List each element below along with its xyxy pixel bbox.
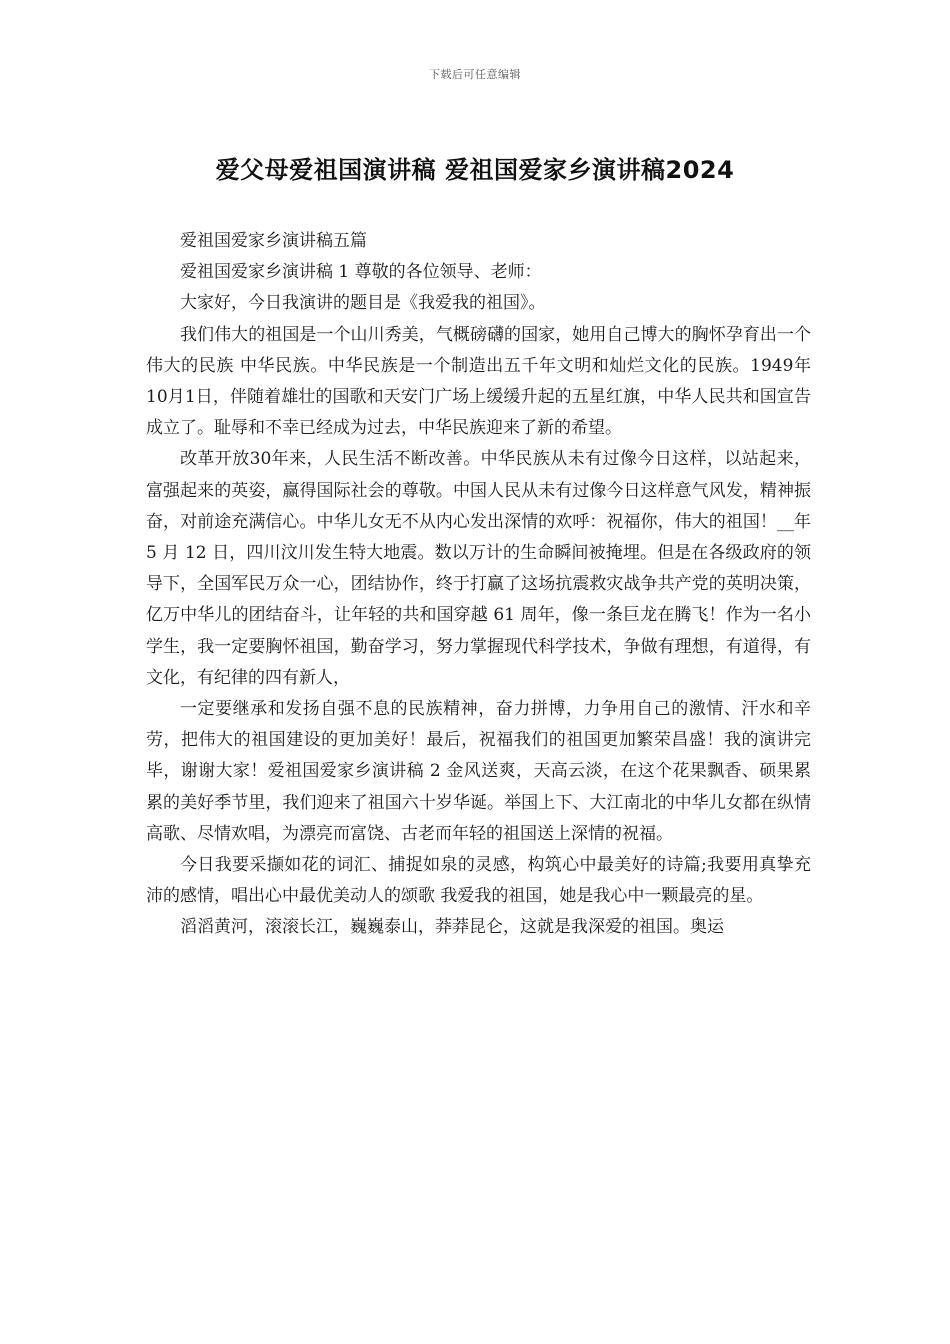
- header-note: 下载后可任意编辑: [429, 68, 521, 81]
- paragraph: 爱祖国爱家乡演讲稿 1 尊敬的各位领导、老师：: [180, 262, 542, 283]
- paragraph: 一定要继承和发扬自强不息的民族精神，奋力拼博，力争用自己的激情、汗水和辛劳，把伟大的祖国建设的更加美好！最后，祝福我们的祖国更加繁荣昌盛！我的演讲完毕，谢谢大家！爱祖国爱家乡演讲稿 2 金风送爽，天高云淡，在这个花果飘香、硕果累累的美好季节里，我们迎来了祖国六十岁华诞。举国上下、大江南北的中华儿女都在纵情高歌、尽情欢唱，为漂亮而富饶、古老而年轻的祖国送上深情的祝福。: [146, 699, 811, 844]
- paragraph: 改革开放30年来，人民生活不断改善。中华民族从未有过像今日这样，以站起来，富强起来的英姿，赢得国际社会的尊敬。中国人民从未有过像今日这样意气风发，精神振奋，对前途充满信心。中华儿女无不从内心发出深情的欢呼：祝福你，伟大的祖国！__年 5 月 12 日，四川汶川发生特大地震。数以万计的生命瞬间被掩埋。但是在各级政府的领导下，全国军民万众一心，团结协作，终于打赢了这场抗震救灾战争共产党的英明决策，亿万中华儿的团结奋斗，让年轻的共和国穿越 61 周年，像一条巨龙在腾飞！作为一名小学生，我一定要胸怀祖国，勤奋学习，努力掌握现代科学技术，争做有理想，有道得，有文化，有纪律的四有新人，: [146, 449, 811, 688]
- paragraph: 爱祖国爱家乡演讲稿五篇: [180, 231, 367, 251]
- document-title: 爱父母爱祖国演讲稿 爱祖国爱家乡演讲稿2024: [215, 156, 735, 184]
- paragraph: 大家好，今日我演讲的题目是《我爱我的祖国》。: [180, 293, 546, 314]
- paragraph: 我们伟大的祖国是一个山川秀美，气概磅礴的国家，她用自己博大的胸怀孕育出一个伟大的民族 中华民族。中华民族是一个制造出五千年文明和灿烂文化的民族。1949年10月1日，伴随着雄壮的国歌和天安门广场上缓缓升起的五星红旗，中华人民共和国宣告成立了。耻辱和不幸已经成为过去，中华民族迎来了新的希望。: [146, 324, 811, 439]
- paragraph: 滔滔黄河，滚滚长江，巍巍泰山，莽莽昆仑，这就是我深爱的祖国。奥运: [180, 917, 724, 938]
- paragraph: 今日我要采撷如花的词汇、捕捉如泉的灵感，构筑心中最美好的诗篇;我要用真挚充沛的感情，唱出心中最优美动人的颂歌 我爱我的祖国，她是我心中一颗最亮的星。: [146, 855, 811, 907]
- document-body: [146, 226, 811, 944]
